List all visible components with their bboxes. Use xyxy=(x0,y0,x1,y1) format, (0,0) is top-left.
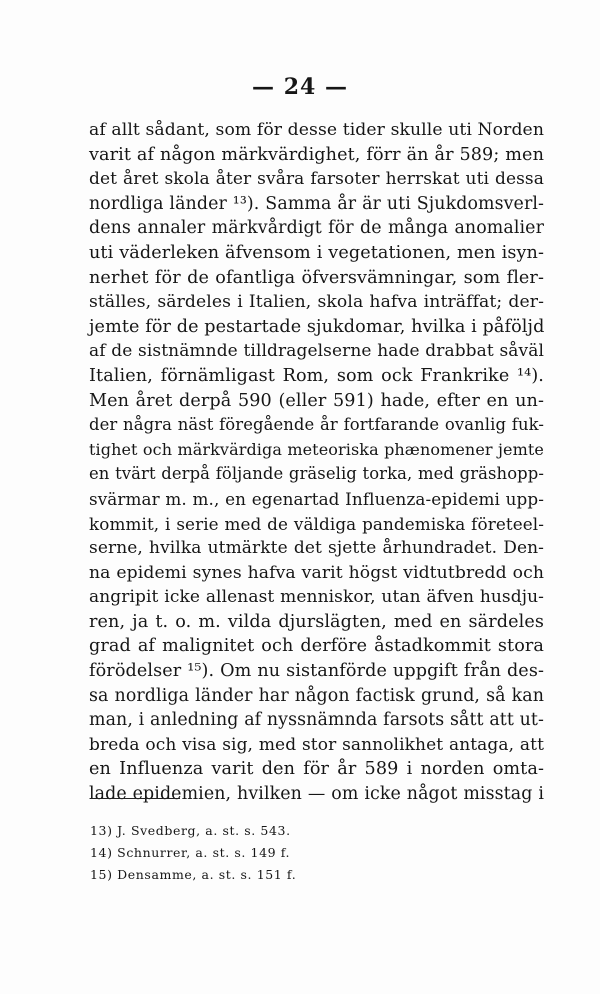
text-line: tighet och märkvärdiga meteoriska phænomener jemte xyxy=(89,439,544,459)
text-line: förödelser ¹⁵). Om nu sistanförde uppgift från des- xyxy=(89,661,544,682)
text-line: ställes, särdeles i Italien, skola hafva inträffat; der- xyxy=(89,292,544,313)
text-line: nordliga länder ¹³). Samma år är uti Sjukdomsverl- xyxy=(89,193,544,214)
text-line: der några näst föregående år fortfarande ovanlig fuk- xyxy=(89,415,544,435)
page-number: — 24 — xyxy=(252,74,348,100)
footnote: 14) Schnurrer, a. st. s. 149 f. xyxy=(90,845,291,860)
text-line: kommit, i serie med de väldiga pandemiska företeel- xyxy=(89,513,544,534)
footnote-divider xyxy=(90,798,180,799)
text-line: na epidemi synes hafva varit högst vidtutbredd och xyxy=(89,562,544,583)
text-line: uti väderleken äfvensom i vegetationen, men isyn- xyxy=(89,242,544,263)
body-text xyxy=(89,118,544,807)
text-line: sa nordliga länder har någon factisk grund, så kan xyxy=(89,685,544,706)
text-line: man, i anledning af nyssnämnda farsots sått att ut- xyxy=(89,710,544,731)
footnote: 13) J. Svedberg, a. st. s. 543. xyxy=(90,823,291,838)
text-line: Men året derpå 590 (eller 591) hade, efter en un- xyxy=(89,390,544,411)
text-line: grad af malignitet och derföre åstadkommit stora xyxy=(89,636,544,657)
text-line: af de sistnämnde tilldragelserne hade drabbat såväl xyxy=(89,341,544,362)
text-line: ren, ja t. o. m. vilda djurslägten, med en särdeles xyxy=(89,611,544,632)
text-line: en Influenza varit den för år 589 i norden omta- xyxy=(89,759,544,780)
text-line: serne, hvilka utmärkte det sjette århundradet. Den- xyxy=(89,538,544,559)
text-line: det året skola åter svåra farsoter herrskat uti dessa xyxy=(89,169,544,190)
text-line: svärmar m. m., en egenartad Influenza-epidemi upp- xyxy=(89,488,544,509)
text-line: lade epidemien, hvilken — om icke något misstag i xyxy=(89,784,544,805)
text-line: nerhet för de ofantliga öfversvämningar, som fler- xyxy=(89,267,544,288)
text-line: varit af någon märkvärdighet, förr än år 589; men xyxy=(89,144,544,165)
text-line: angripit icke allenast menniskor, utan äfven husdju- xyxy=(89,587,544,608)
footnotes xyxy=(90,820,490,886)
text-line: breda och visa sig, med stor sannolikhet antaga, att xyxy=(89,734,544,755)
footnote: 15) Densamme, a. st. s. 151 f. xyxy=(90,867,297,882)
text-line: Italien, förnämligast Rom, som ock Frankrike ¹⁴). xyxy=(89,365,544,386)
text-line: dens annaler märkvårdigt för de många anomalier xyxy=(89,218,544,239)
text-line: af allt sådant, som för desse tider skulle uti Norden xyxy=(89,120,544,140)
text-line: jemte för de pestartade sjukdomar, hvilka i påföljd xyxy=(89,316,545,337)
text-line: en tvärt derpå följande gräselig torka, med gräshopp- xyxy=(89,464,544,484)
